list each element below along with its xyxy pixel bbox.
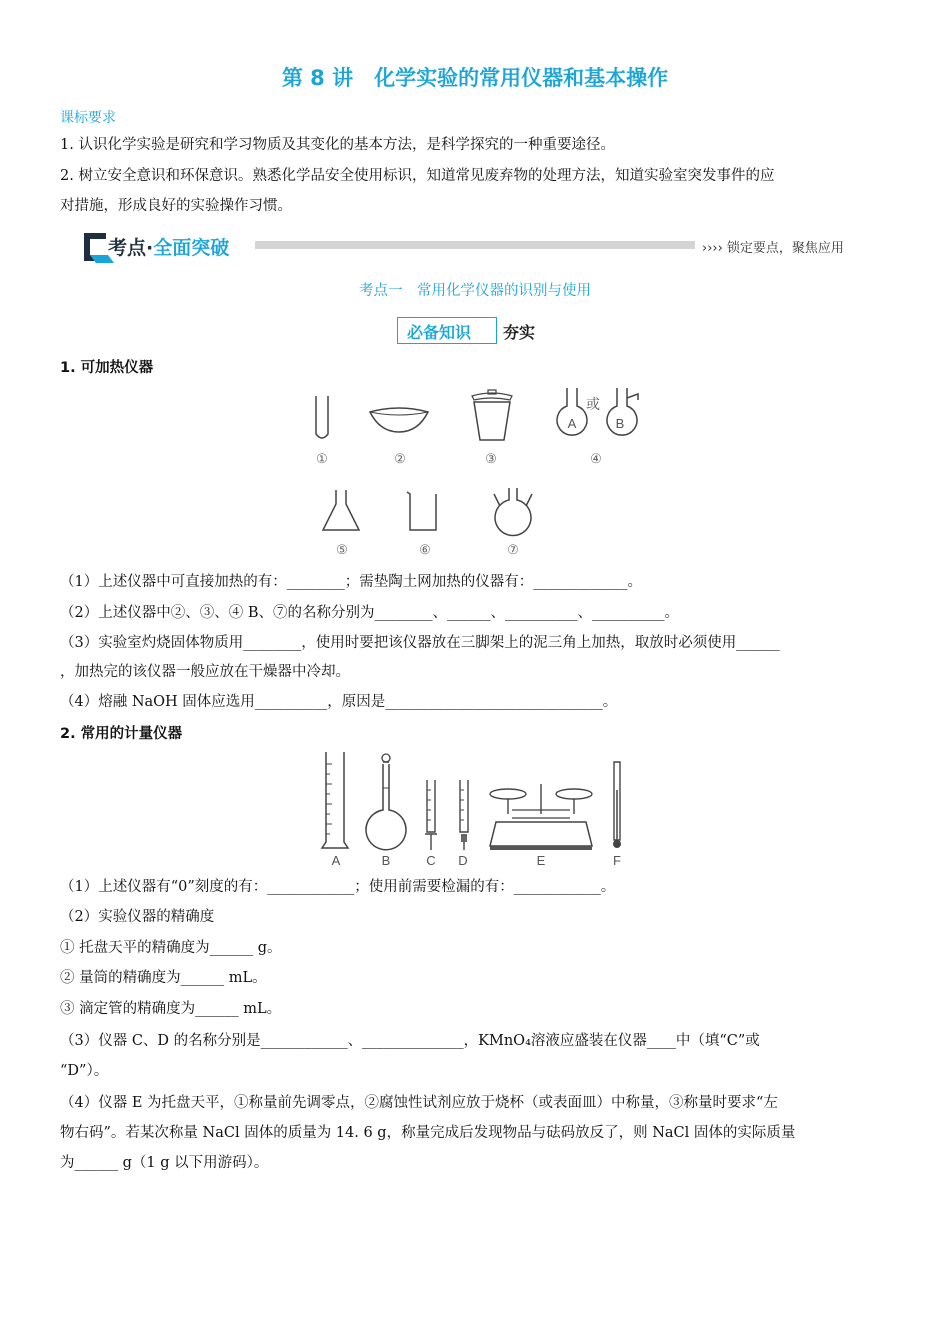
base-burette-icon: [455, 778, 473, 852]
s2-question-2-2: ② 量筒的精确度为______ mL。: [60, 970, 267, 986]
section-2-heading: 2. 常用的计量仪器: [60, 726, 183, 742]
standards-item-1: 1. 认识化学实验是研究和学习物质及其变化的基本方法，是科学探究的一种重要途径。: [60, 137, 615, 153]
s1-question-4: （4）熔融 NaOH 固体应选用__________，原因是______________________________。: [60, 694, 618, 710]
s2-question-3-cont: “D”）。: [60, 1063, 109, 1079]
s2-question-2: （2）实验仪器的精确度: [60, 909, 215, 925]
crucible-icon: [466, 386, 518, 444]
caption-4: ④: [590, 452, 602, 467]
conical-flask-icon: [320, 488, 362, 534]
graduated-cylinder-icon: [320, 750, 350, 852]
label-c: C: [426, 853, 436, 868]
caption-7: ⑦: [507, 543, 519, 558]
flask-b-icon: [602, 386, 654, 444]
flask-b-label: B: [615, 416, 625, 431]
thermometer-icon: [610, 760, 624, 852]
s2-question-1: （1）上述仪器有“0”刻度的有：____________；使用前需要检漏的有：____________。: [60, 879, 616, 895]
acid-burette-icon: [422, 778, 440, 852]
caption-6: ⑥: [419, 543, 431, 558]
s1-question-3-cont: ，加热完的该仪器一般应放在干燥器中冷却。: [60, 664, 350, 680]
caption-3: ③: [485, 452, 497, 467]
knowledge-badge: 必备知识 夯实: [397, 317, 553, 346]
beaker-icon: [404, 490, 442, 534]
caption-1: ①: [316, 452, 328, 467]
label-d: D: [458, 853, 468, 868]
s2-question-4: （4）仪器 E 为托盘天平，①称量前先调零点，②腐蚀性试剂应放于烧杯（或表面皿）中称量，③称量时要求“左: [60, 1095, 778, 1111]
s2-question-4-cont: 物右码”。若某次称量 NaCl 固体的质量为 14. 6 g，称量完成后发现物品与砝码放反了，则 NaCl 固体的实际质量: [60, 1125, 796, 1141]
volumetric-flask-icon: [364, 752, 408, 852]
balance-icon: [488, 778, 594, 852]
s1-question-1: （1）上述仪器中可直接加热的有：________；需垫陶土网加热的仪器有：_____________。: [60, 574, 642, 590]
s2-question-2-3: ③ 滴定管的精确度为______ mL。: [60, 1001, 282, 1017]
section-1-heading: 1. 可加热仪器: [60, 360, 154, 376]
standards-item-2: 2. 树立安全意识和环保意识。熟悉化学品安全使用标识，知道常见废弃物的处理方法，知道实验室突发事件的应: [60, 168, 775, 184]
s2-question-4-cont2: 为______ g（1 g 以下用游码）。: [60, 1155, 269, 1171]
s2-question-2-1: ① 托盘天平的精确度为______ g。: [60, 940, 282, 956]
s1-question-3: （3）实验室灼烧固体物质用________，使用时要把该仪器放在三脚架上的泥三角上加热，取放时必须使用______: [60, 635, 780, 651]
or-label: 或: [586, 397, 600, 413]
caption-5: ⑤: [336, 543, 348, 558]
banner-right-text: ›››› 锁定要点，聚焦应用: [702, 241, 844, 256]
test-tube-icon: [312, 394, 332, 442]
caption-2: ②: [394, 452, 406, 467]
standards-label: 课标要求: [60, 110, 116, 126]
label-e: E: [536, 853, 546, 868]
label-a: A: [331, 853, 341, 868]
topic-title: 考点一 常用化学仪器的识别与使用: [359, 283, 591, 299]
page-title: 第 8 讲 化学实验的常用仪器和基本操作: [281, 66, 669, 90]
flask-a-label: A: [567, 416, 577, 431]
standards-item-2-cont: 对措施，形成良好的实验操作习惯。: [60, 198, 292, 214]
banner-bar: [255, 241, 695, 249]
three-neck-flask-icon: [486, 486, 540, 538]
banner-label: 考点·全面突破: [108, 237, 230, 259]
s2-question-3: （3）仪器 C、D 的名称分别是____________、______________，KMnO₄溶液应盛装在仪器____中（填“C”或: [60, 1033, 760, 1049]
evaporating-dish-icon: [368, 404, 430, 436]
label-f: F: [613, 853, 621, 868]
label-b: B: [381, 853, 391, 868]
s1-question-2: （2）上述仪器中②、③、④ B、⑦的名称分别为________、______、__________、__________。: [60, 605, 679, 621]
